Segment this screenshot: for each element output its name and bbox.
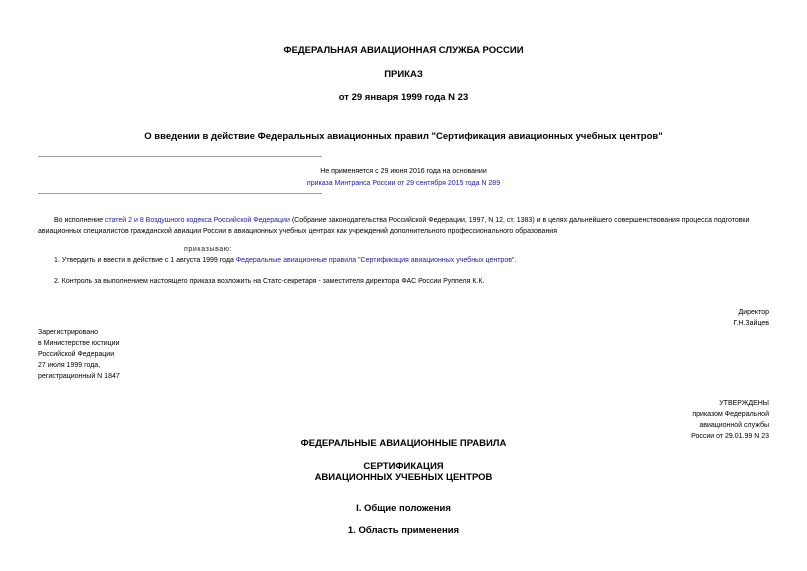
approved-line: УТВЕРЖДЕНЫ [719,400,769,407]
registration-line: Российской Федерации [38,351,115,358]
subsection-heading: 1. Область применения [347,525,460,536]
document-title: О введении в действие Федеральных авиационных правил "Сертификация авиационных учебных центров" [144,131,663,142]
air-code-link[interactable]: статей 2 и 8 Воздушного кодекса Российской Федерации [104,217,290,224]
item-2: 2. Контроль за выполнением настоящего приказа возложить на Статс-секретаря - заместителя директора ФАС России Руппеля К.К. [54,278,485,285]
document-date-number: от 29 января 1999 года N 23 [338,92,469,103]
notice-text: Не применяется с 29 июня 2016 года на основании [320,168,487,175]
approved-block [691,398,769,442]
item-1 [54,255,784,266]
item-1-start: 1. Утвердить и ввести в действие с 1 августа 1999 года [54,257,236,264]
rules-subtitle-1: СЕРТИФИКАЦИЯ [363,461,444,472]
section-heading: I. Общие положения [356,503,451,514]
preamble-start: Во исполнение [54,217,105,224]
signature-block [734,307,769,329]
registration-block [38,327,120,382]
rules-link[interactable]: Федеральные авиационные правила "Сертификация авиационных учебных центров" [235,257,515,264]
signature-name: Г.Н.Зайцев [733,320,769,327]
order-word: приказываю: [184,246,233,253]
divider-top [38,156,322,157]
divider-bottom [38,193,322,194]
notice-link-wrap [0,180,807,187]
item-1-end: . [514,257,517,264]
registration-line: регистрационный N 1847 [38,373,120,380]
notice-link[interactable]: приказа Минтранса России от 29 сентября 2015 года N 289 [306,180,501,187]
rules-heading: ФЕДЕРАЛЬНЫЕ АВИАЦИОННЫЕ ПРАВИЛА [300,438,507,449]
document-type: ПРИКАЗ [384,69,423,80]
approved-line: приказом Федеральной [692,411,769,418]
signature-role: Директор [738,309,769,316]
registration-line: 27 июля 1999 года, [38,362,101,369]
registration-line: Зарегистрировано [38,329,98,336]
agency-name: ФЕДЕРАЛЬНАЯ АВИАЦИОННАЯ СЛУЖБА РОССИИ [283,45,524,56]
approved-line: России от 29.01.99 N 23 [691,433,769,440]
preamble-paragraph [38,215,768,237]
registration-line: в Министерстве юстиции [38,340,120,347]
preamble-end: (Собрание законодательства Российской Федерации, 1997, N 12, ст. 1383) и в целях дальнейшего совершенствования процесса подготовки авиационных специалистов гражданской авиации России в авиационных учебных центрах как учреждений дополнительного профессионального образования [38,217,750,235]
rules-subtitle-2: АВИАЦИОННЫХ УЧЕБНЫХ ЦЕНТРОВ [314,472,493,483]
approved-line: авиационной службы [699,422,769,429]
